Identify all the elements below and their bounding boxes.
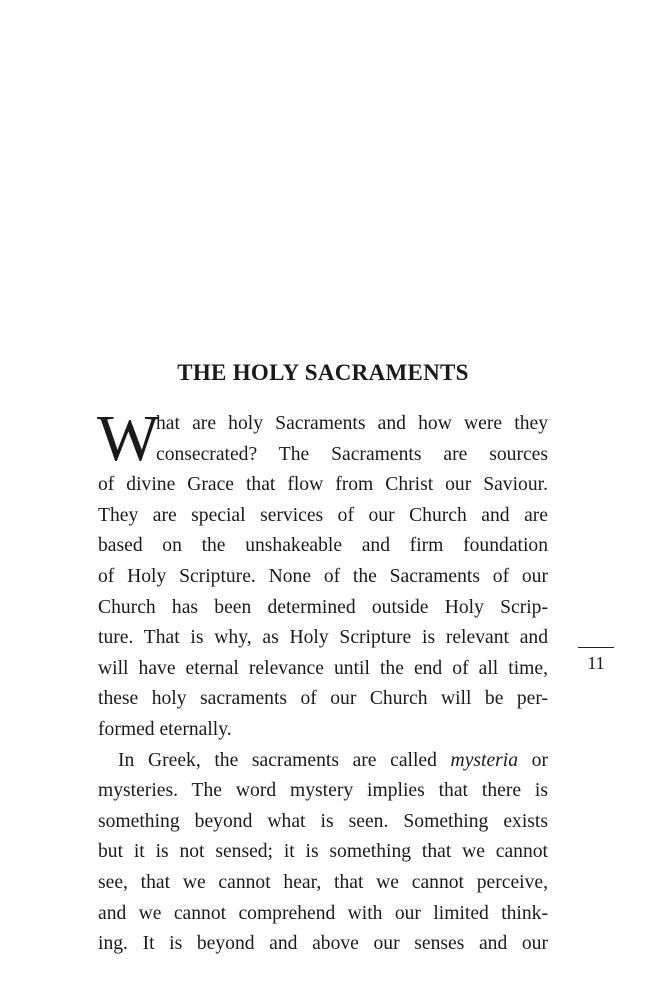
- italic-term: mysteria: [450, 749, 519, 771]
- chapter-title: THE HOLY SACRAMENTS: [177, 360, 469, 385]
- text-line: based on the unshakeable and firm foundation: [98, 535, 548, 557]
- text-line: these holy sacraments of our Church will be per-: [98, 688, 548, 710]
- text-line: will have eternal relevance until the end of all time,: [98, 657, 548, 679]
- text-line: and we cannot comprehend with our limited think-: [98, 902, 548, 924]
- page-folio: [578, 647, 614, 673]
- text-line: of divine Grace that flow from Christ our Saviour.: [98, 474, 548, 496]
- text-line: Church has been determined outside Holy Scrip-: [98, 596, 548, 618]
- text-line: formed eternally.: [98, 718, 232, 740]
- drop-cap: W: [97, 402, 160, 475]
- text-line: hat are holy Sacraments and how were they: [156, 413, 548, 434]
- text-line: [98, 746, 548, 777]
- text-line: something beyond what is seen. Something exists: [98, 810, 548, 832]
- body-text: [97, 402, 548, 960]
- text-span: or: [518, 749, 548, 771]
- text-line: but it is not sensed; it is something that we cannot: [98, 841, 548, 863]
- page-number: 11: [587, 653, 605, 673]
- text-line: mysteries. The word mystery implies that there is: [98, 780, 548, 802]
- text-line: consecrated? The Sacraments are sources: [156, 443, 548, 465]
- text-span: In Greek, the sacraments are called: [118, 749, 451, 771]
- text-line: see, that we cannot hear, that we cannot perceive,: [98, 871, 548, 893]
- text-line: They are special services of our Church and are: [98, 504, 548, 526]
- text-line: ture. That is why, as Holy Scripture is relevant and: [98, 627, 548, 649]
- text-line: ing. It is beyond and above our senses and our: [98, 933, 548, 955]
- folio-rule: [578, 647, 614, 648]
- text-line: of Holy Scripture. None of the Sacraments of our: [98, 565, 548, 587]
